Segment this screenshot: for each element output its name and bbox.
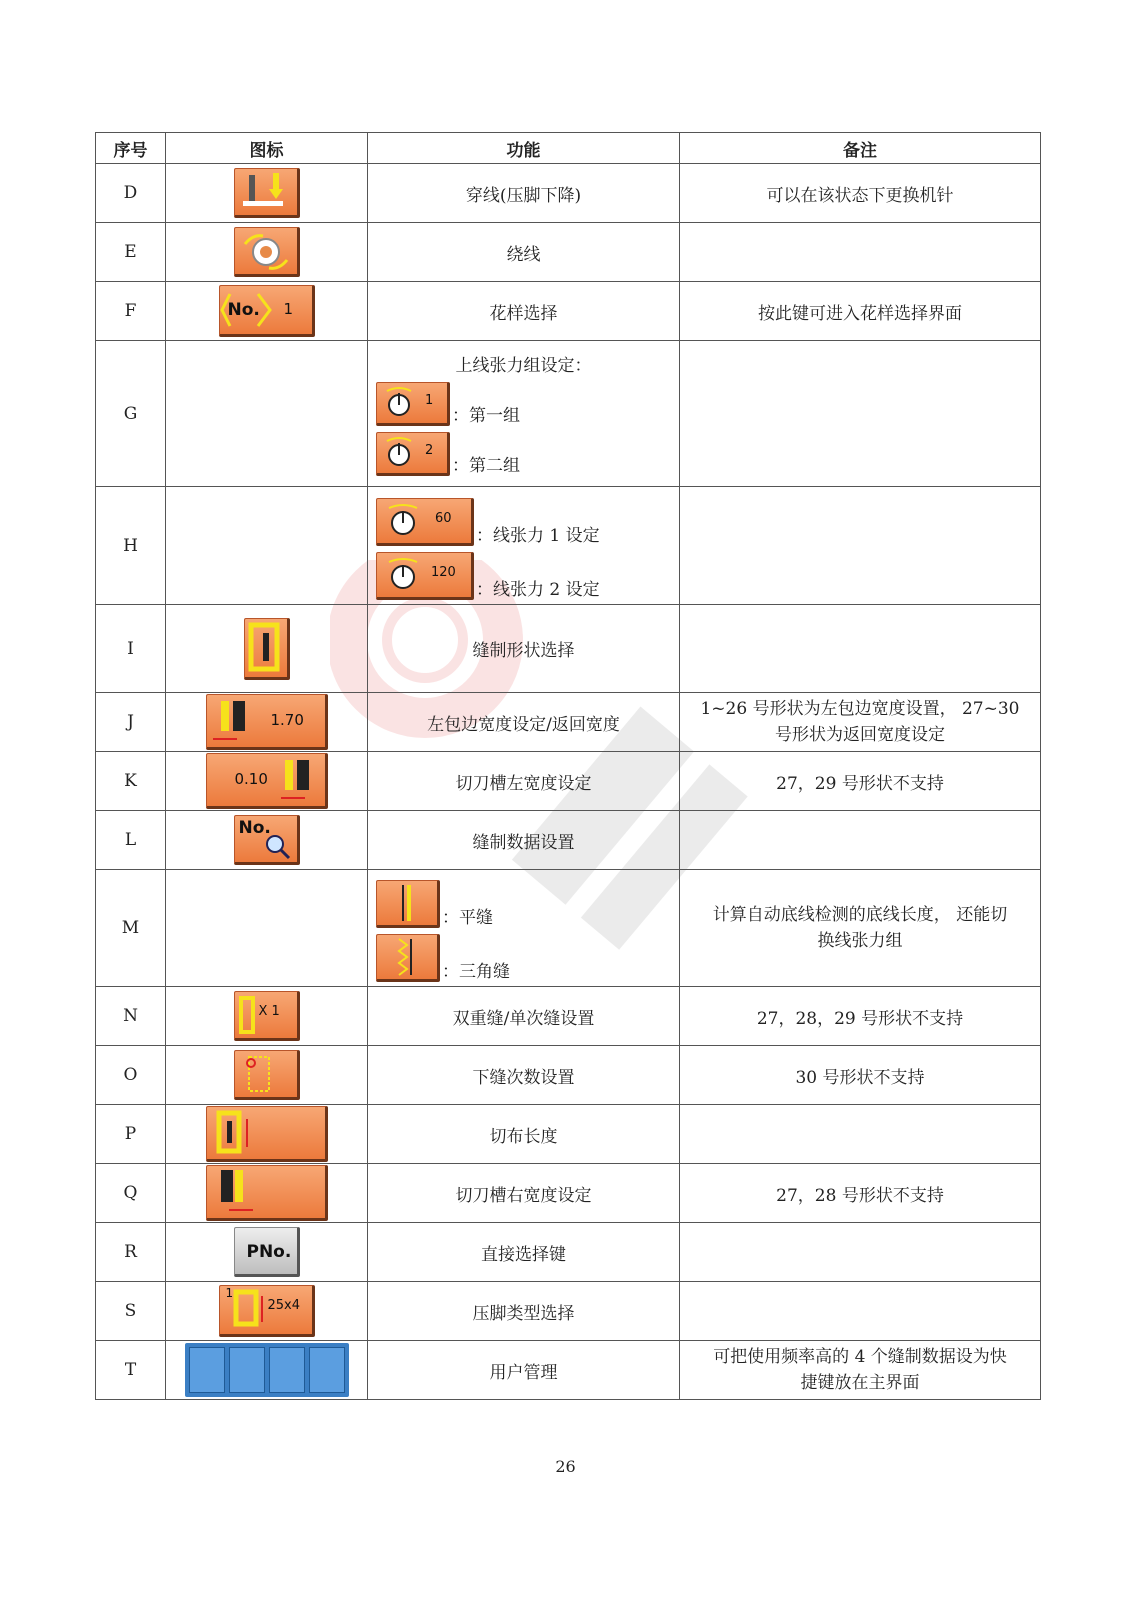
row-function: 绕线 — [368, 223, 680, 282]
row-function — [368, 870, 680, 987]
row-note — [680, 487, 1041, 605]
table-row — [96, 487, 1041, 605]
row-function: 左包边宽度设定/返回宽度 — [368, 693, 680, 752]
row-icon-cell — [166, 487, 368, 605]
row-note — [680, 1223, 1041, 1282]
option-row — [376, 498, 671, 546]
icon-label: PNo. — [246, 1242, 292, 1262]
row-function: 切刀槽右宽度设定 — [368, 1164, 680, 1223]
note-line: 1~26 号形状为左包边宽度设置， 27~30 — [700, 699, 1020, 719]
table-row — [96, 1282, 1041, 1341]
table-row — [96, 811, 1041, 870]
icon-value: 25x4 — [267, 1298, 301, 1313]
row-icon-cell — [166, 1282, 368, 1341]
row-seq: S — [96, 1282, 166, 1341]
table-row — [96, 693, 1041, 752]
row-note: 30 号形状不支持 — [680, 1046, 1041, 1105]
double-stitch-icon[interactable] — [234, 991, 300, 1041]
row-note — [680, 811, 1041, 870]
option-row — [376, 880, 671, 928]
row-icon-cell — [166, 987, 368, 1046]
row-seq: G — [96, 341, 166, 487]
header-icon: 图标 — [166, 133, 368, 164]
row-function: 切刀槽左宽度设定 — [368, 752, 680, 811]
lower-stitch-icon[interactable] — [234, 1050, 300, 1100]
row-note — [680, 223, 1041, 282]
row-function: 缝制数据设置 — [368, 811, 680, 870]
row-icon-cell — [166, 752, 368, 811]
table-row — [96, 605, 1041, 693]
row-function: 下缝次数设置 — [368, 1046, 680, 1105]
function-title: 上线张力组设定： — [455, 356, 592, 376]
row-seq: H — [96, 487, 166, 605]
row-note: 27，28，29 号形状不支持 — [680, 987, 1041, 1046]
row-seq: R — [96, 1223, 166, 1282]
table-row — [96, 752, 1041, 811]
row-icon-cell — [166, 1223, 368, 1282]
row-icon-cell — [166, 282, 368, 341]
option-label: ：线张力 1 设定 — [476, 525, 600, 546]
presser-foot-icon[interactable] — [219, 1285, 315, 1337]
icon-value: 1.70 — [270, 711, 304, 729]
row-seq: F — [96, 282, 166, 341]
option-label: ：平缝 — [442, 908, 493, 928]
row-function: 用户管理 — [368, 1341, 680, 1400]
sewing-shape-icon[interactable] — [244, 618, 290, 680]
table-header-row — [96, 133, 1041, 164]
knife-left-width-icon[interactable] — [206, 753, 328, 809]
table-row — [96, 223, 1041, 282]
knife-right-width-icon[interactable] — [206, 1165, 328, 1221]
row-note — [680, 693, 1041, 752]
sewing-data-icon[interactable] — [234, 815, 300, 865]
user-management-icon[interactable] — [185, 1343, 349, 1397]
row-icon-cell — [166, 341, 368, 487]
plain-stitch-icon[interactable] — [376, 880, 440, 928]
cut-length-icon[interactable] — [206, 1106, 328, 1162]
shortcut-slot[interactable] — [229, 1347, 265, 1393]
table-row — [96, 1341, 1041, 1400]
row-seq: K — [96, 752, 166, 811]
row-icon-cell — [166, 1105, 368, 1164]
option-label: ：第二组 — [452, 456, 520, 476]
row-icon-cell — [166, 811, 368, 870]
option-row — [376, 432, 671, 476]
row-function: 花样选择 — [368, 282, 680, 341]
row-note: 可以在该状态下更换机针 — [680, 164, 1041, 223]
row-function: 双重缝/单次缝设置 — [368, 987, 680, 1046]
row-icon-cell — [166, 693, 368, 752]
tension-1-icon[interactable] — [376, 498, 474, 546]
icon-value: 120 — [431, 564, 456, 580]
row-function: 穿线(压脚下降) — [368, 164, 680, 223]
note-line: 可把使用频率高的 4 个缝制数据设为快 — [713, 1347, 1007, 1367]
table-row — [96, 870, 1041, 987]
table-row — [96, 164, 1041, 223]
note-line: 计算自动底线检测的底线长度， 还能切 — [712, 905, 1008, 925]
tension-group-2-icon[interactable] — [376, 432, 450, 476]
option-row — [376, 382, 671, 426]
row-icon-cell — [166, 870, 368, 987]
row-seq: E — [96, 223, 166, 282]
row-note: 27，28 号形状不支持 — [680, 1164, 1041, 1223]
table-row — [96, 987, 1041, 1046]
row-note — [680, 1341, 1041, 1400]
threading-icon[interactable] — [234, 168, 300, 218]
header-note: 备注 — [680, 133, 1041, 164]
row-function: 压脚类型选择 — [368, 1282, 680, 1341]
row-seq: M — [96, 870, 166, 987]
row-note — [680, 605, 1041, 693]
header-function: 功能 — [368, 133, 680, 164]
row-note — [680, 1282, 1041, 1341]
option-label: ：第一组 — [452, 406, 520, 426]
row-icon-cell — [166, 1046, 368, 1105]
tension-group-1-icon[interactable] — [376, 382, 450, 426]
row-icon-cell — [166, 1164, 368, 1223]
icon-value: 1 — [425, 393, 434, 408]
row-seq: N — [96, 987, 166, 1046]
left-width-icon[interactable] — [206, 694, 328, 750]
row-note — [680, 1105, 1041, 1164]
row-function — [368, 487, 680, 605]
icon-value: 0.10 — [234, 770, 268, 788]
page-number: 26 — [555, 1457, 576, 1476]
icon-num: 1 — [225, 1286, 234, 1300]
note-line: 号形状为返回宽度设定 — [775, 725, 945, 745]
header-seq: 序号 — [96, 133, 166, 164]
shortcut-slot[interactable] — [309, 1347, 345, 1393]
row-note: 27，29 号形状不支持 — [680, 752, 1041, 811]
row-function — [368, 341, 680, 487]
table-row — [96, 1164, 1041, 1223]
icon-label: No. — [238, 818, 271, 838]
row-note — [680, 341, 1041, 487]
bobbin-winding-icon[interactable] — [234, 227, 300, 277]
pattern-select-icon[interactable] — [219, 285, 315, 337]
table-row — [96, 282, 1041, 341]
zigzag-stitch-icon[interactable] — [376, 934, 440, 982]
row-seq: O — [96, 1046, 166, 1105]
table-row — [96, 1046, 1041, 1105]
shortcut-slot[interactable] — [189, 1347, 225, 1393]
icon-label: No. — [227, 300, 260, 320]
row-function: 直接选择键 — [368, 1223, 680, 1282]
row-seq: J — [96, 693, 166, 752]
function-table — [95, 132, 1041, 1400]
row-seq: T — [96, 1341, 166, 1400]
tension-2-icon[interactable] — [376, 552, 474, 600]
option-row — [376, 552, 671, 600]
option-label: ：三角缝 — [442, 962, 510, 982]
row-seq: P — [96, 1105, 166, 1164]
direct-select-icon[interactable] — [234, 1227, 300, 1277]
row-function: 缝制形状选择 — [368, 605, 680, 693]
row-seq: I — [96, 605, 166, 693]
note-line: 换线张力组 — [817, 931, 903, 951]
shortcut-slot[interactable] — [269, 1347, 305, 1393]
option-label: ：线张力 2 设定 — [476, 579, 600, 600]
row-seq: D — [96, 164, 166, 223]
row-function: 切布长度 — [368, 1105, 680, 1164]
table-row — [96, 1223, 1041, 1282]
icon-value: 2 — [425, 443, 434, 458]
row-seq: Q — [96, 1164, 166, 1223]
icon-value: X 1 — [258, 1004, 280, 1019]
icon-value: 1 — [283, 300, 294, 318]
row-icon-cell — [166, 164, 368, 223]
table-row — [96, 1105, 1041, 1164]
row-note — [680, 870, 1041, 987]
row-note: 按此键可进入花样选择界面 — [680, 282, 1041, 341]
option-row — [376, 934, 671, 982]
icon-value: 60 — [435, 510, 452, 526]
row-icon-cell — [166, 223, 368, 282]
note-line: 捷键放在主界面 — [800, 1373, 920, 1393]
table-row — [96, 341, 1041, 487]
row-icon-cell — [166, 605, 368, 693]
row-seq: L — [96, 811, 166, 870]
row-icon-cell — [166, 1341, 368, 1400]
